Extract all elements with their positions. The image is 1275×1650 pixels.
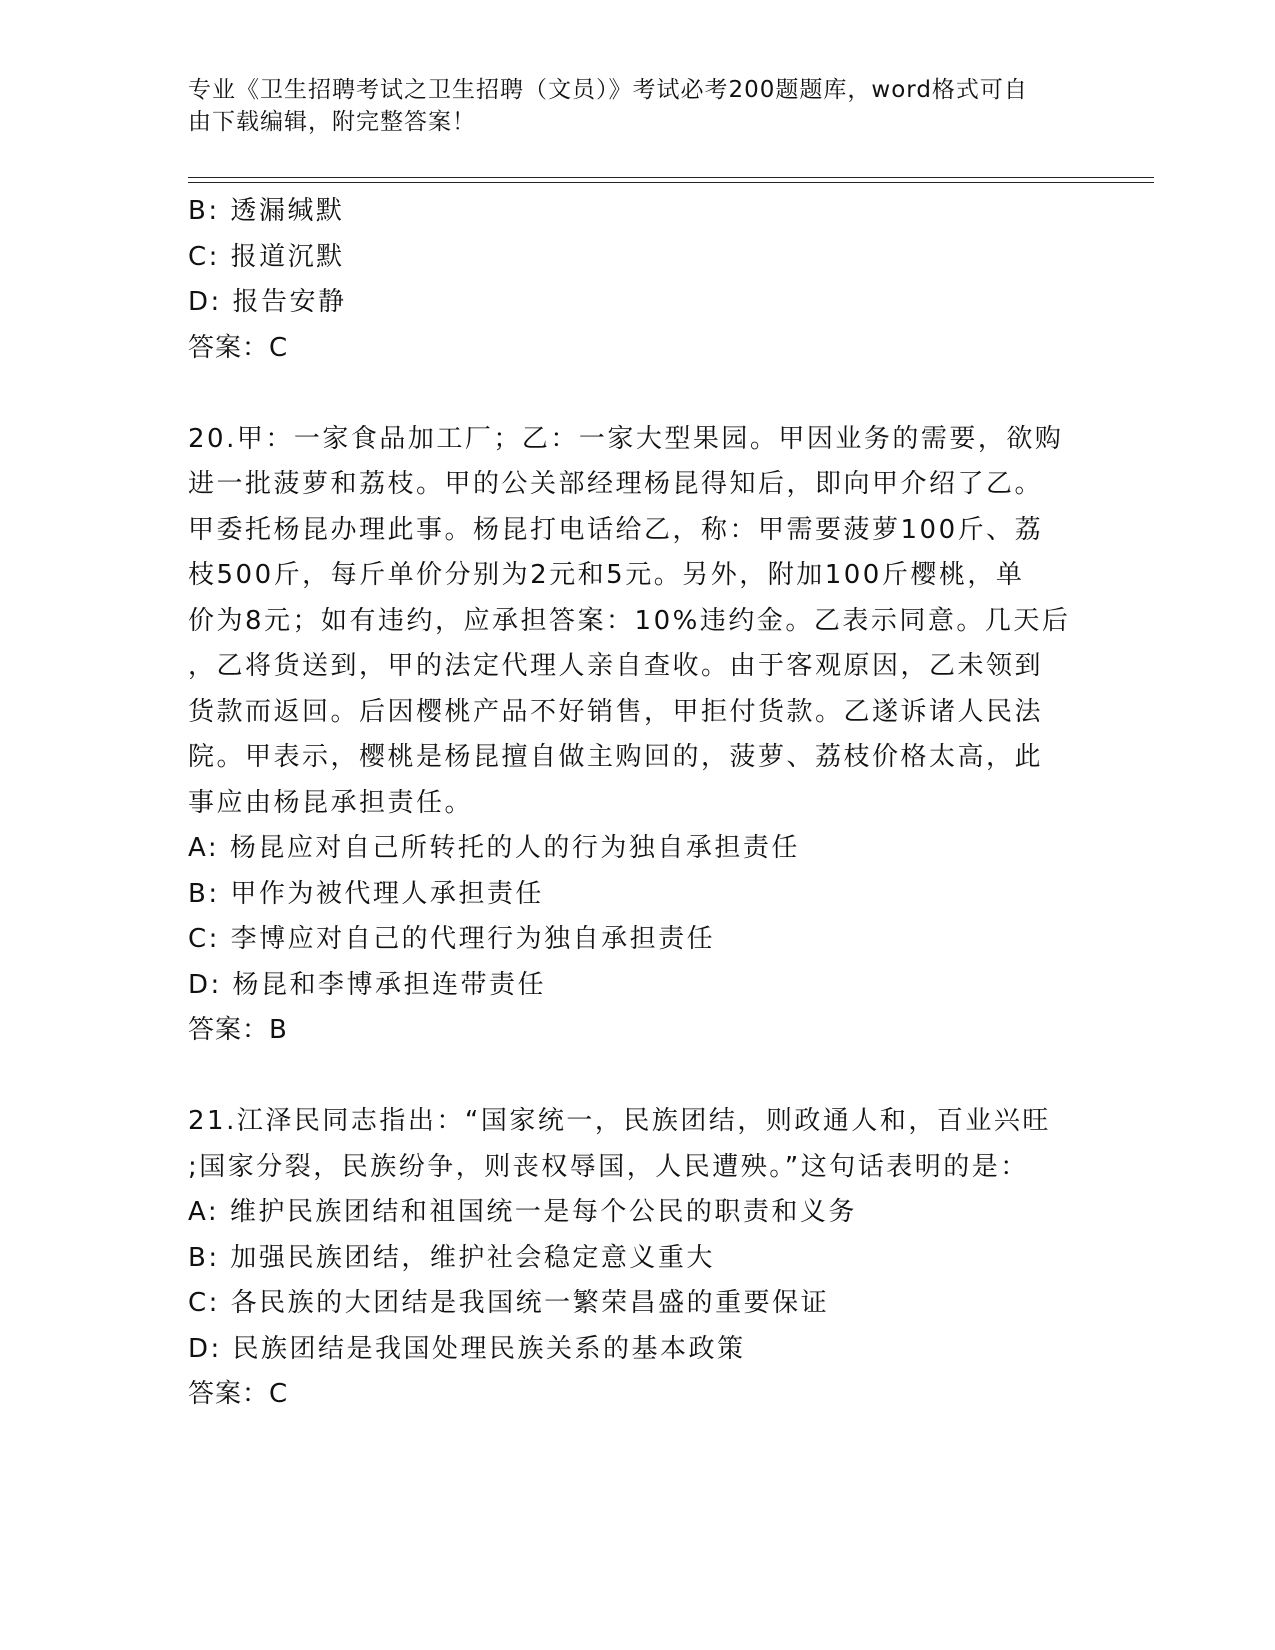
stem-line: 甲委托杨昆办理此事。杨昆打电话给乙，称：甲需要菠萝100斤、荔 — [188, 514, 1044, 545]
stem-line: 事应由杨昆承担责任。 — [188, 787, 474, 818]
document-header — [188, 74, 1068, 138]
question-20-stem — [188, 417, 1088, 827]
option-b: B: 透漏缄默 — [188, 196, 345, 226]
option-d: D: 杨昆和李博承担连带责任 — [188, 969, 547, 1000]
option-a: A: 杨昆应对自己所转托的人的行为独自承担责任 — [188, 833, 800, 863]
stem-line: 枝500斤，每斤单价分别为2元和5元。另外，附加100斤樱桃，单 — [188, 560, 1025, 590]
stem-line: 21.江泽民同志指出：“国家统一，民族团结，则政通人和，百业兴旺 — [188, 1106, 1051, 1136]
option-b: B: 甲作为被代理人承担责任 — [188, 878, 544, 909]
question-spacer — [188, 1054, 1088, 1100]
question-19-options — [188, 189, 1088, 326]
option-a: A: 维护民族团结和祖国统一是每个公民的职责和义务 — [188, 1197, 857, 1227]
question-21-answer: 答案：C — [188, 1379, 289, 1409]
question-19-answer: 答案：C — [188, 332, 289, 363]
header-line-2: 由下载编辑，附完整答案！ — [188, 109, 476, 135]
question-20-answer: 答案：B — [188, 1015, 288, 1045]
option-c: C: 报道沉默 — [188, 241, 345, 272]
header-line-1: 专业《卫生招聘考试之卫生招聘（文员）》考试必考200题题库，word格式可自 — [188, 77, 1028, 103]
option-c: C: 李博应对自己的代理行为独自承担责任 — [188, 924, 716, 954]
option-b: B: 加强民族团结，维护社会稳定意义重大 — [188, 1242, 715, 1273]
header-divider-bottom — [188, 182, 1154, 183]
header-divider-top — [188, 177, 1154, 178]
question-21-stem — [188, 1099, 1088, 1190]
question-content — [188, 189, 1088, 1418]
stem-line: 院。甲表示，樱桃是杨昆擅自做主购回的，菠萝、荔枝价格太高，此 — [188, 742, 1044, 772]
option-d: D: 报告安静 — [188, 287, 347, 317]
question-21-options — [188, 1190, 1088, 1372]
question-20-options — [188, 826, 1088, 1008]
stem-line: 20.甲：一家食品加工厂；乙：一家大型果园。甲因业务的需要，欲购 — [188, 423, 1064, 454]
stem-line: 价为8元；如有违约，应承担答案：10%违约金。乙表示同意。几天后 — [188, 605, 1071, 636]
question-spacer — [188, 371, 1088, 417]
option-d: D: 民族团结是我国处理民族关系的基本政策 — [188, 1333, 746, 1364]
stem-line: 货款而返回。后因樱桃产品不好销售，甲拒付货款。乙遂诉诸人民法 — [188, 696, 1044, 727]
stem-line: 进一批菠萝和荔枝。甲的公关部经理杨昆得知后，即向甲介绍了乙。 — [188, 469, 1044, 499]
stem-line: ;国家分裂，民族纷争，则丧权辱国，人民遭殃。”这句话表明的是： — [188, 1151, 1029, 1182]
stem-line: ，乙将货送到，甲的法定代理人亲自查收。由于客观原因，乙未领到 — [188, 651, 1044, 681]
option-c: C: 各民族的大团结是我国统一繁荣昌盛的重要保证 — [188, 1288, 830, 1318]
